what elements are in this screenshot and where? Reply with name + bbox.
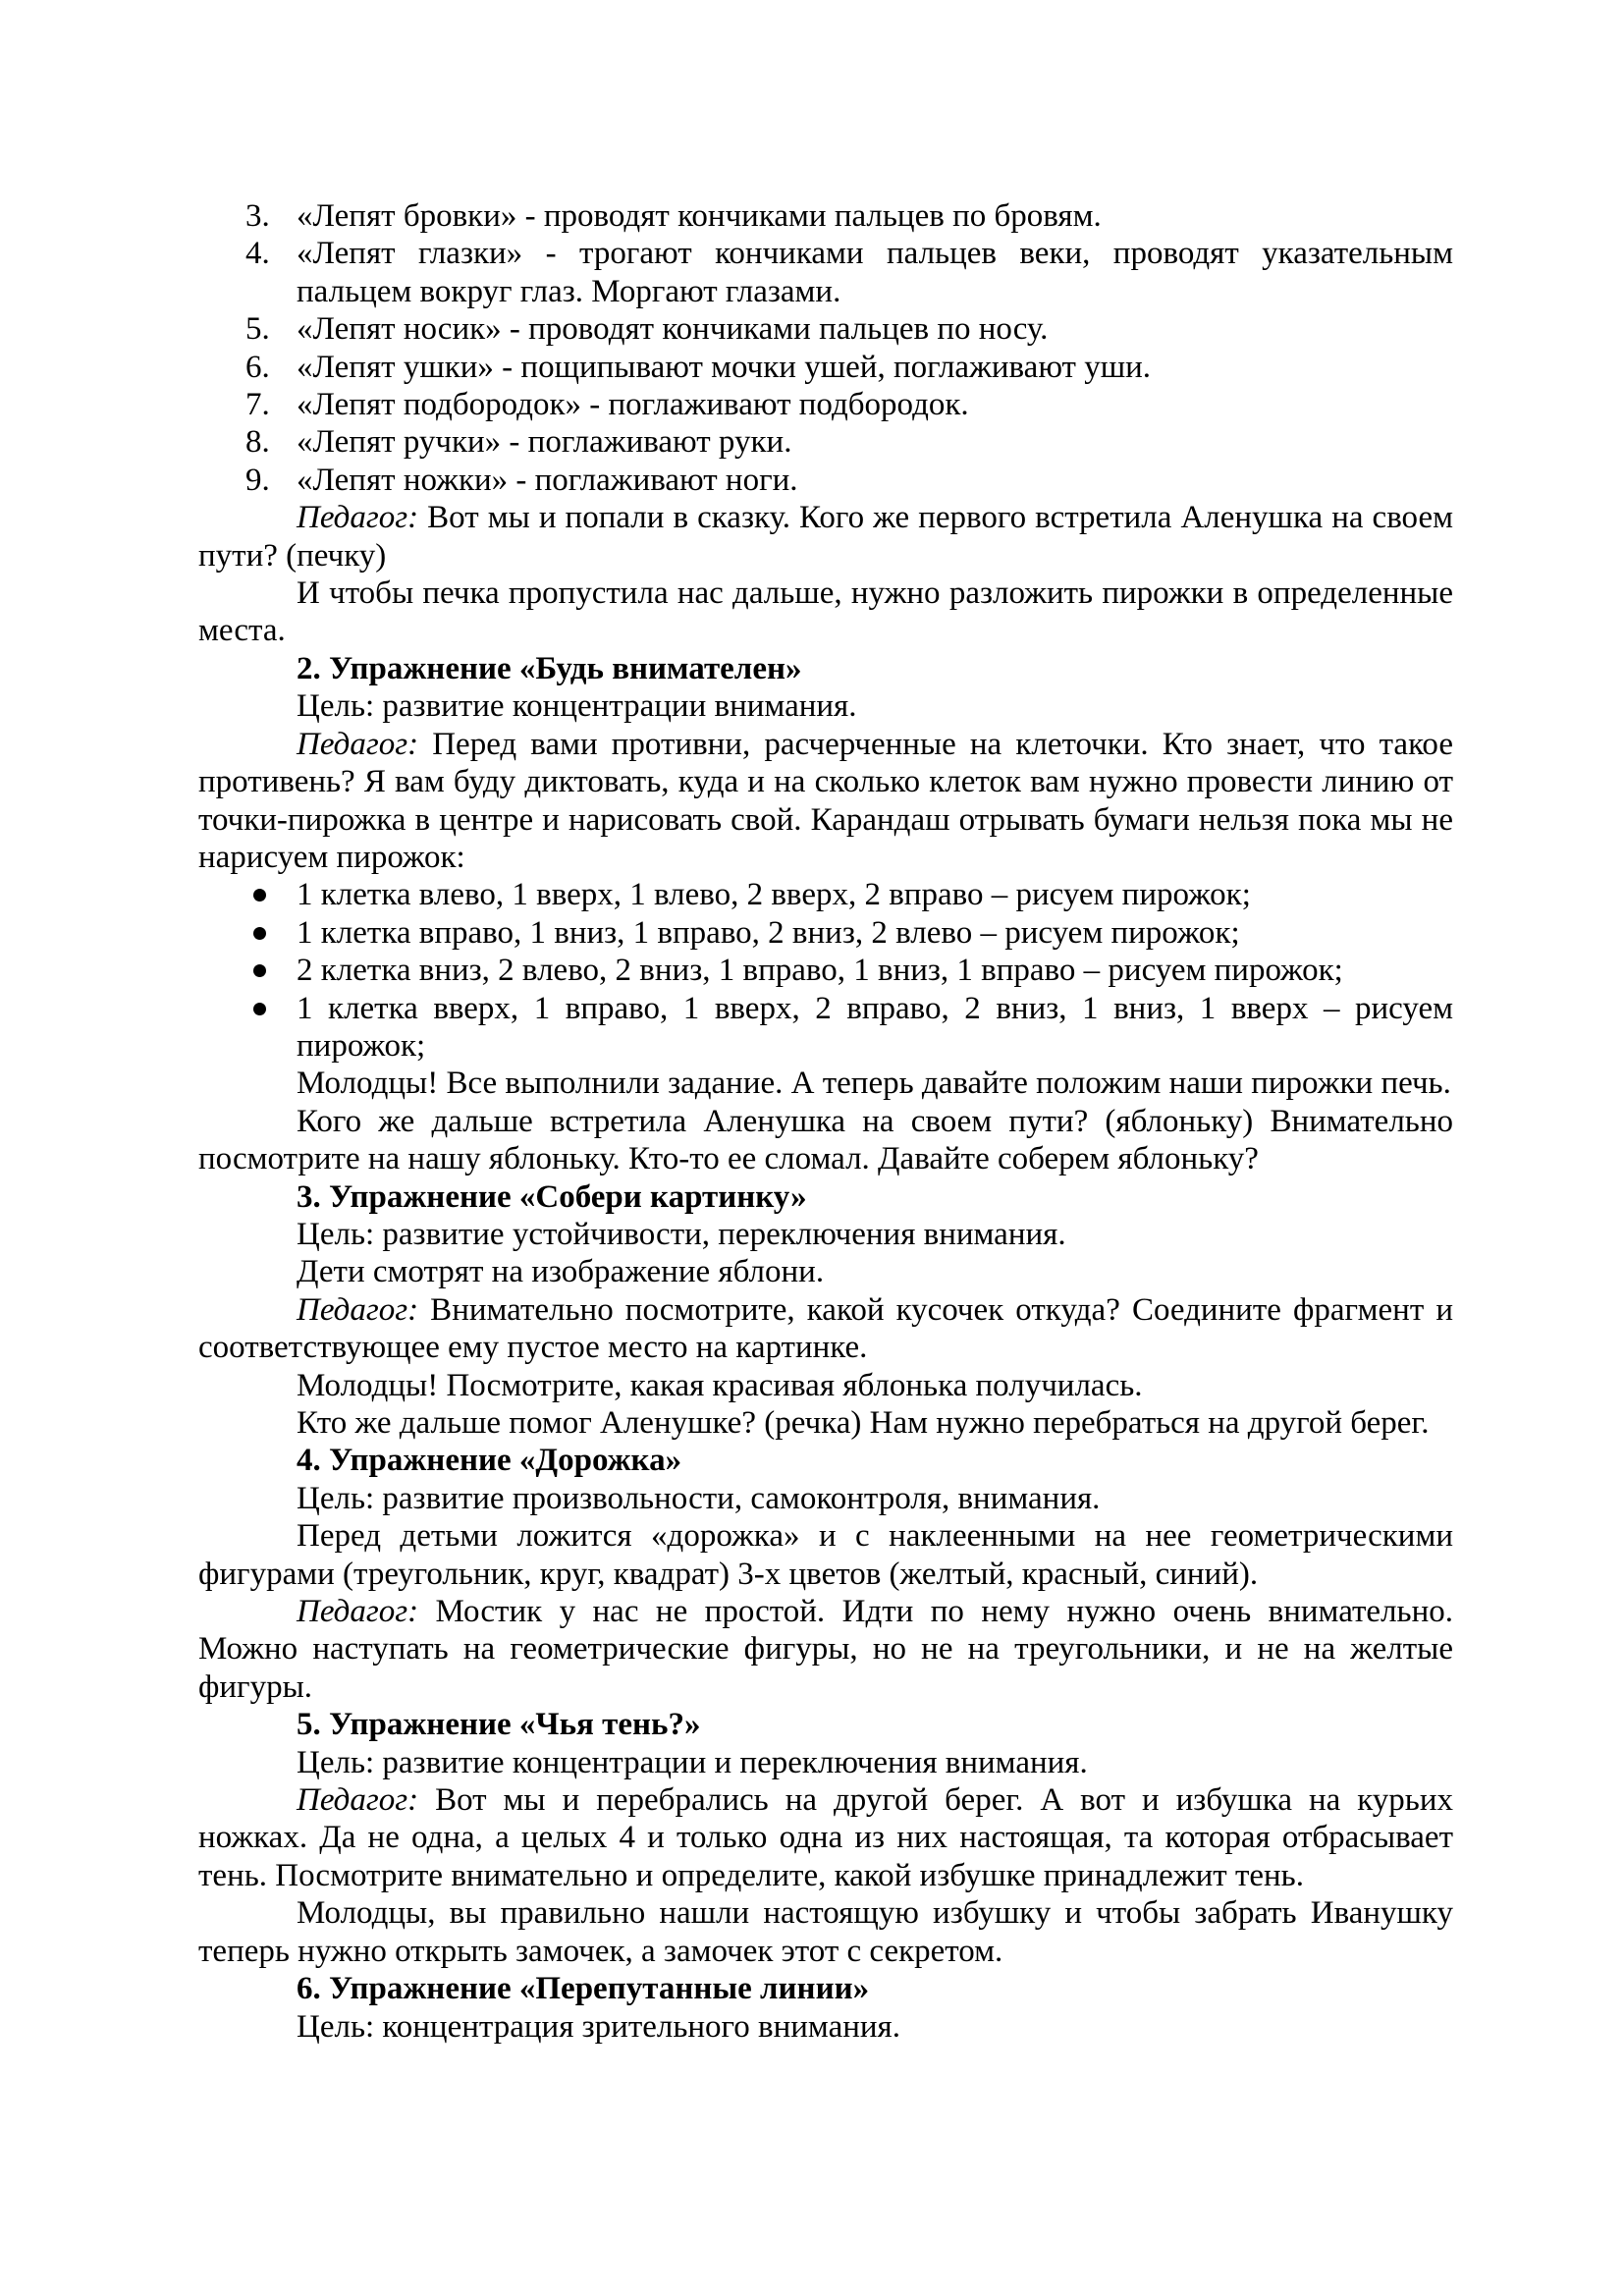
bullet-list-item: 1 клетка вправо, 1 вниз, 1 вправо, 2 вниз, 2 влево – рисуем пирожок; <box>198 914 1453 952</box>
paragraph: Дети смотрят на изображение яблони. <box>297 1254 825 1290</box>
paragraph: Цель: развитие устойчивости, переключения внимания. <box>297 1216 1066 1252</box>
list-number: 5. <box>245 311 270 348</box>
bullet-icon <box>253 927 266 940</box>
paragraph: Педагог: Внимательно посмотрите, какой кусочек откуда? Соедините фрагмент и соответствующее ему пустое место на картинке. <box>198 1291 1453 1366</box>
speaker-label: Педагог: <box>297 726 419 762</box>
document-content <box>198 197 1453 2046</box>
bullet-list-item: 1 клетка влево, 1 вверх, 1 влево, 2 вверх, 2 вправо – рисуем пирожок; <box>198 876 1453 913</box>
list-number: 7. <box>245 387 270 423</box>
paragraph: Цель: развитие концентрации и переключения внимания. <box>297 1744 1088 1780</box>
numbered-list-item: 6. «Лепят ушки» - пощипывают мочки ушей, поглаживают уши. <box>245 349 1152 385</box>
speaker-label: Педагог: <box>297 1291 419 1328</box>
paragraph: Кого же дальше встретила Аленушка на своем пути? (яблоньку) Внимательно посмотрите на нашу яблоньку. Кто-то ее сломал. Давайте соберем яблоньку? <box>198 1103 1453 1177</box>
paragraph: Кто же дальше помог Аленушке? (речка) Нам нужно перебраться на другой берег. <box>297 1405 1430 1441</box>
paragraph: Педагог: Вот мы и попали в сказку. Кого же первого встретила Аленушка на своем пути? (печку) <box>198 500 1453 574</box>
speaker-label: Педагог: <box>297 1594 419 1630</box>
list-number: 9. <box>245 462 270 498</box>
list-number: 3. <box>245 198 270 234</box>
numbered-list-item: 3. «Лепят бровки» - проводят кончиками пальцев по бровям. <box>245 198 1102 234</box>
exercise-heading: 3. Упражнение «Собери картинку» <box>297 1178 807 1215</box>
numbered-list-item: 7. «Лепят подбородок» - поглаживают подбородок. <box>245 387 969 423</box>
numbered-list-item: 8. «Лепят ручки» - поглаживают руки. <box>245 424 792 461</box>
paragraph: Молодцы, вы правильно нашли настоящую избушку и чтобы забрать Иванушку теперь нужно открыть замочек, а замочек этот с секретом. <box>198 1895 1453 1969</box>
numbered-list-item: 9. «Лепят ножки» - поглаживают ноги. <box>245 462 798 498</box>
paragraph: Молодцы! Все выполнили задание. А теперь давайте положим наши пирожки печь. <box>297 1066 1451 1102</box>
speaker-label: Педагог: <box>297 500 419 536</box>
paragraph: Педагог: Мостик у нас не простой. Идти по нему нужно очень внимательно. Можно наступать на геометрические фигуры, но не на треугольники, и не на желтые фигуры. <box>198 1594 1453 1705</box>
bullet-icon <box>253 889 266 902</box>
exercise-heading: 6. Упражнение «Перепутанные линии» <box>297 1971 870 2007</box>
paragraph: Молодцы! Посмотрите, какая красивая яблонька получилась. <box>297 1367 1143 1403</box>
exercise-heading: 5. Упражнение «Чья тень?» <box>297 1707 701 1743</box>
numbered-list-item: 4. «Лепят глазки» - трогают кончиками пальцев веки, проводят указательным пальцем вокруг глаз. Моргают глазами. <box>245 236 1453 309</box>
list-number: 4. <box>245 236 270 272</box>
list-number: 8. <box>245 424 270 461</box>
bullet-list-item: 2 клетка вниз, 2 влево, 2 вниз, 1 вправо, 1 вниз, 1 вправо – рисуем пирожок; <box>198 952 1453 989</box>
paragraph: Педагог: Перед вами противни, расчерченные на клеточки. Кто знает, что такое противень? Я вам буду диктовать, куда и на сколько клеток вам нужно провести линию от точки-пирожка в центре и нарисовать свой. Карандаш отрывать бумаги нельзя пока мы не нарисуем пирожок: <box>198 726 1453 875</box>
exercise-heading: 4. Упражнение «Дорожка» <box>297 1443 682 1479</box>
exercise-heading: 2. Упражнение «Будь внимателен» <box>297 650 802 686</box>
paragraph: Цель: развитие концентрации внимания. <box>297 688 857 725</box>
bullet-icon <box>253 964 266 977</box>
paragraph: Перед детьми ложится «дорожка» и с наклеенными на нее геометрическими фигурами (треугольник, круг, квадрат) 3-х цветов (желтый, красный, синий). <box>198 1518 1453 1592</box>
list-number: 6. <box>245 349 270 385</box>
paragraph: Педагог: Вот мы и перебрались на другой берег. А вот и избушка на курьих ножках. Да не одна, а целых 4 и только одна из них настоящая, та которая отбрасывает тень. Посмотрите внимательно и определите, какой избушке принадлежит тень. <box>198 1782 1453 1893</box>
bullet-icon <box>253 1003 266 1015</box>
paragraph: Цель: развитие произвольности, самоконтроля, внимания. <box>297 1480 1101 1516</box>
numbered-list-item: 5. «Лепят носик» - проводят кончиками пальцев по носу. <box>245 311 1049 348</box>
speaker-label: Педагог: <box>297 1782 419 1819</box>
bullet-list-item: 1 клетка вверх, 1 вправо, 1 вверх, 2 вправо, 2 вниз, 1 вниз, 1 вверх – рисуем пирожок; <box>198 990 1453 1066</box>
paragraph: Цель: концентрация зрительного внимания. <box>297 2008 900 2045</box>
paragraph: И чтобы печка пропустила нас дальше, нужно разложить пирожки в определенные места. <box>198 575 1453 649</box>
